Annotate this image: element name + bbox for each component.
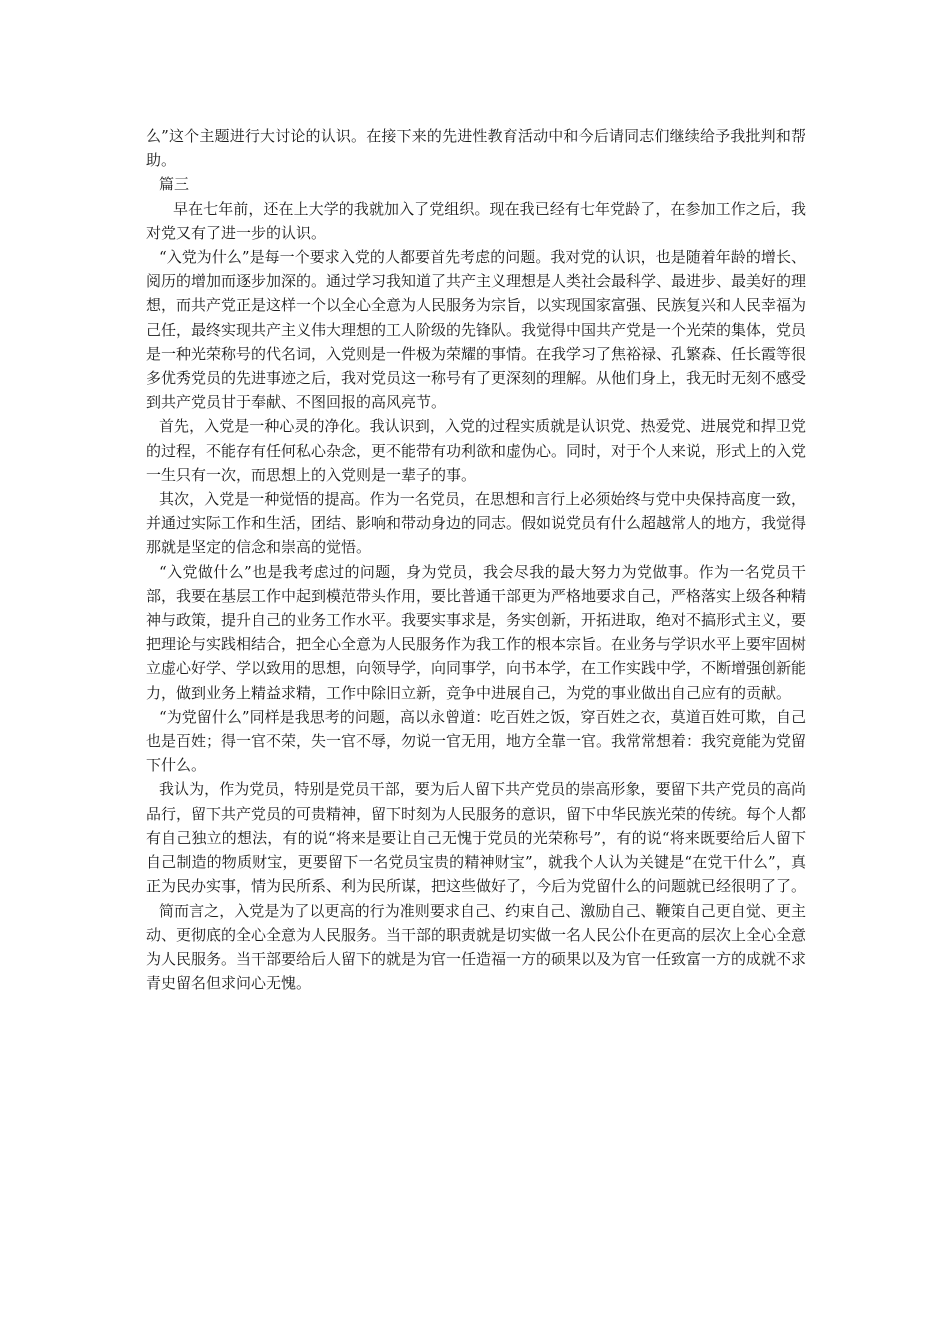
paragraph: 早在七年前，还在上大学的我就加入了党组织。现在我已经有七年党龄了，在参加工作之后，我对党又有了进一步的认识。	[146, 199, 806, 242]
paragraph: 简而言之，入党是为了以更高的行为准则要求自己、约束自己、激励自己、鞭策自己更自觉、更主动、更彻底的全心全意为人民服务。当干部的职责就是切实做一名人民公仆在更高的层次上全心全意为人民服务。当干部要给后人留下的就是为官一任造福一方的硕果以及为官一任致富一方的成就不求青史留名但求问心无愧。	[146, 901, 807, 993]
document-body	[146, 124, 806, 995]
paragraph: “入党为什么”是每一个要求入党的人都要首先考虑的问题。我对党的认识，也是随着年龄的增长、阅历的增加而逐步加深的。通过学习我知道了共产主义理想是人类社会最科学、最进步、最美好的理想，而共产党正是这样一个以全心全意为人民服务为宗旨，以实现国家富强、民族复兴和人民幸福为己任，最终实现共产主义伟大理想的工人阶级的先锋队。我觉得中国共产党是一个光荣的集体，党员是一种光荣称号的代名词，入党则是一件极为荣耀的事情。在我学习了焦裕禄、孔繁森、任长霞等很多优秀党员的先进事迹之后，我对党员这一称号有了更深刻的理解。从他们身上，我无时无刻不感受到共产党员甘于奉献、不图回报的高风亮节。	[146, 248, 807, 412]
paragraph: “入党做什么”也是我考虑过的问题，身为党员，我会尽我的最大努力为党做事。作为一名党员干部，我要在基层工作中起到模范带头作用，要比普通干部更为严格地要求自己，严格落实上级各种精神与政策，提升自己的业务工作水平。我要实事求是，务实创新，开拓进取，绝对不搞形式主义，要把理论与实践相结合，把全心全意为人民服务作为我工作的根本宗旨。在业务与学识水平上要牢固树立虚心好学、学以致用的思想，向领导学，向同事学，向书本学，在工作实践中学，不断增强创新能力，做到业务上精益求精，工作中除旧立新，竞争中进展自己，为党的事业做出自己应有的贡献。	[146, 562, 807, 702]
paragraph: 我认为，作为党员，特别是党员干部，要为后人留下共产党员的崇高形象，要留下共产党员的高尚品行，留下共产党员的可贵精神，留下时刻为人民服务的意识，留下中华民族光荣的传统。每个人都有自己独立的想法，有的说“将来是要让自己无愧于党员的光荣称号”，有的说“将来既要给后人留下自己制造的物质财宝，更要留下一名党员宝贵的精神财宝”，就我个人认为关键是“在党干什么”，真正为民办实事，情为民所系、利为民所谋，把这些做好了，今后为党留什么的问题就已经很明了了。	[146, 780, 807, 896]
paragraph: 其次，入党是一种觉悟的提高。作为一名党员，在思想和言行上必须始终与党中央保持高度一致，并通过实际工作和生活，团结、影响和带动身边的同志。假如说党员有什么超越常人的地方，我觉得那就是坚定的信念和崇高的觉悟。	[146, 490, 807, 557]
section-heading: 篇三	[159, 175, 190, 194]
paragraph-continuation: 么”这个主题进行大讨论的认识。在接下来的先进性教育活动中和今后请同志们继续给予我批判和帮助。	[146, 127, 806, 170]
paragraph: 首先，入党是一种心灵的净化。我认识到，入党的过程实质就是认识党、热爱党、进展党和捍卫党的过程，不能存有任何私心杂念，更不能带有功利欲和虚伪心。同时，对于个人来说，形式上的入党一生只有一次，而思想上的入党则是一辈子的事。	[146, 417, 807, 484]
paragraph: “为党留什么”同样是我思考的问题，高以永曾道：吃百姓之饭，穿百姓之衣，莫道百姓可欺，自己也是百姓；得一官不荣，失一官不辱，勿说一官无用，地方全靠一官。我常常想着：我究竟能为党留下什么。	[146, 707, 807, 775]
